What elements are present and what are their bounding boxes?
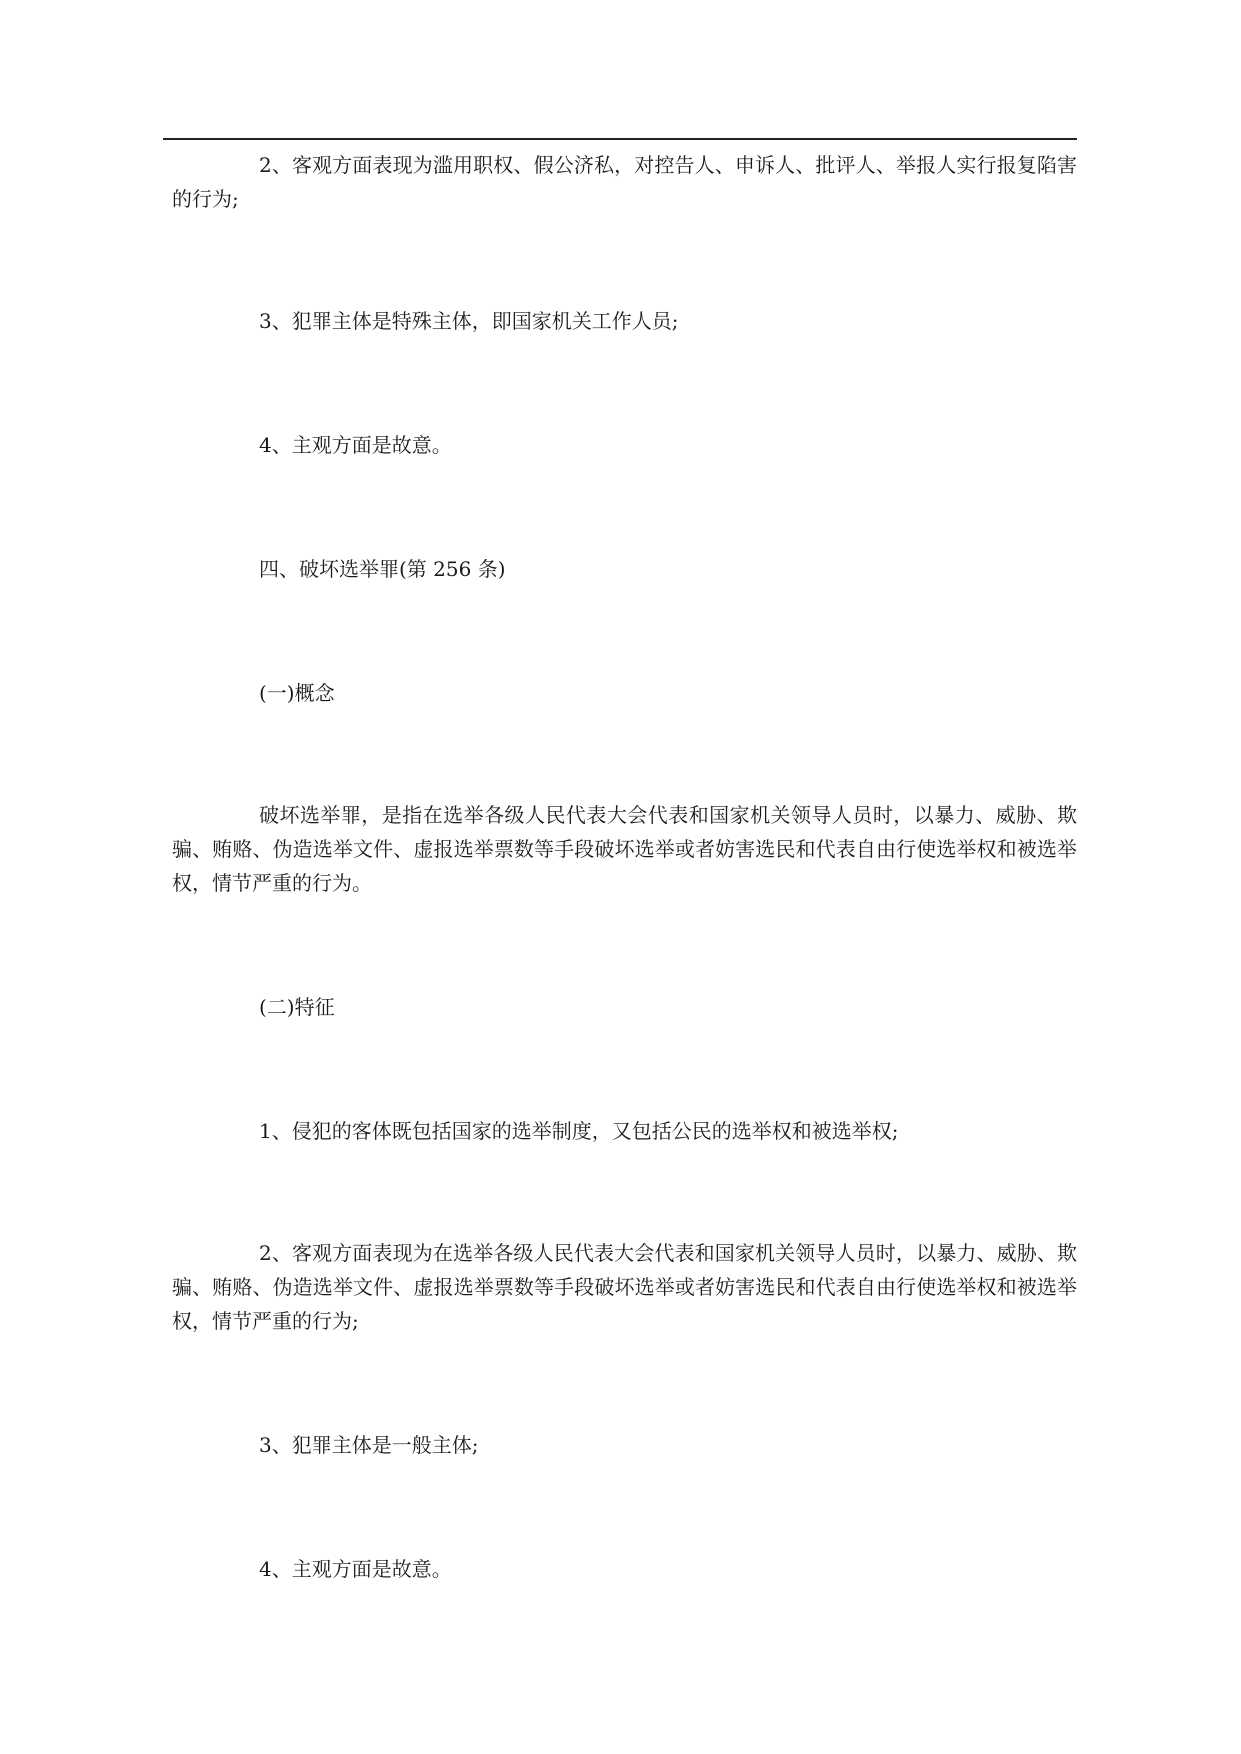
paragraph-subjective-intent-2: 4、主观方面是故意。 [259, 1557, 452, 1581]
subheading-concept: (一)概念 [259, 681, 335, 705]
paragraph-definition: 破坏选举罪，是指在选举各级人民代表大会代表和国家机关领导人员时，以暴力、威胁、欺骗、贿赂、伪造选举文件、虚报选举票数等手段破坏选举或者妨害选民和代表自由行使选举权和被选举权，情节严重的行为。 [172, 803, 1077, 895]
header-rule [163, 138, 1077, 140]
paragraph-objective-aspect-retaliation: 2、客观方面表现为滥用职权、假公济私，对控告人、申诉人、批评人、举报人实行报复陷害的行为; [172, 153, 1077, 211]
section-heading-election-sabotage: 四、破坏选举罪(第 256 条) [259, 557, 506, 581]
paragraph-objective-aspect-election: 2、客观方面表现为在选举各级人民代表大会代表和国家机关领导人员时，以暴力、威胁、欺骗、贿赂、伪造选举文件、虚报选举票数等手段破坏选举或者妨害选民和代表自由行使选举权和被选举权，情节严重的行为; [172, 1241, 1077, 1333]
paragraph-subject-special: 3、犯罪主体是特殊主体，即国家机关工作人员; [259, 309, 679, 333]
subheading-features: (二)特征 [259, 995, 335, 1019]
paragraph-object-of-crime: 1、侵犯的客体既包括国家的选举制度，又包括公民的选举权和被选举权; [259, 1119, 899, 1143]
paragraph-subjective-intent: 4、主观方面是故意。 [259, 433, 452, 457]
paragraph-subject-general: 3、犯罪主体是一般主体; [259, 1433, 479, 1457]
